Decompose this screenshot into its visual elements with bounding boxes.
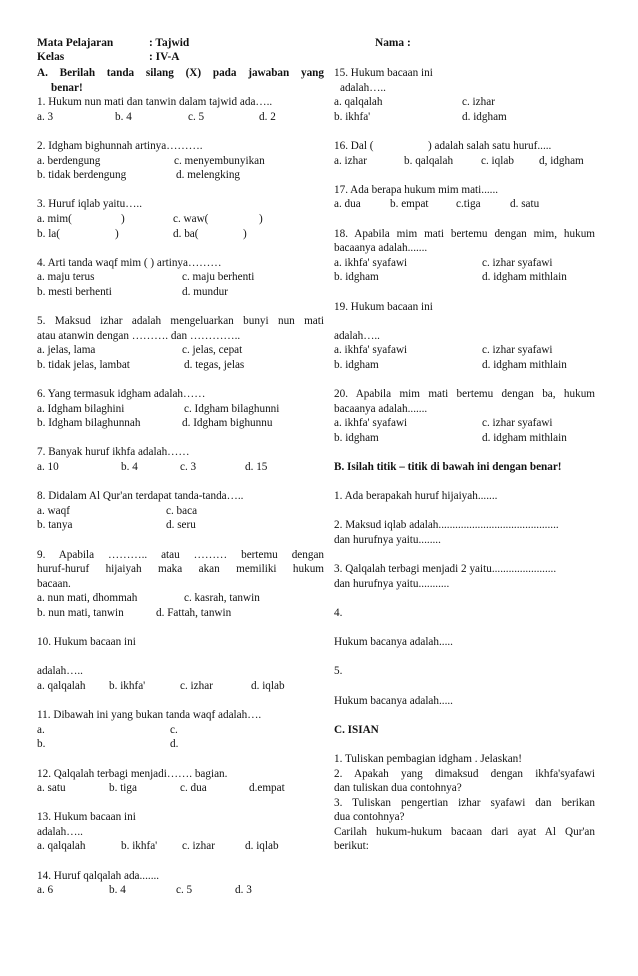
option: a. satu xyxy=(37,782,66,795)
option: c. izhar xyxy=(180,679,213,692)
subject-label: Mata Pelajaran xyxy=(37,37,114,49)
question-19: 19. Hukum bacaan ini xyxy=(334,300,433,313)
option: b. 4 xyxy=(121,461,138,474)
option: b. idgham xyxy=(334,358,379,371)
option: b. tidak berdengung xyxy=(37,169,127,182)
option: a. 10 xyxy=(37,461,59,474)
option: d. iqlab xyxy=(251,679,285,692)
option: a. dua xyxy=(334,198,361,211)
option: b. ikhfa' xyxy=(334,110,371,123)
option: d. xyxy=(170,738,179,751)
question-13-cont: adalah….. xyxy=(37,825,83,838)
fill-question-2: 2. Maksud iqlab adalah........................................... xyxy=(334,519,559,532)
option-close: ) xyxy=(115,227,119,240)
question-16: 16. Dal ( xyxy=(334,139,374,152)
option: d. tegas, jelas xyxy=(184,358,245,371)
option: a. qalqalah xyxy=(334,96,383,109)
option: c. dua xyxy=(180,782,207,795)
essay-question-4: Carilah hukum-hukum bacaan dari ayat Al Qur'an xyxy=(334,825,595,838)
option: c. waw( xyxy=(173,212,209,225)
option-close: ) xyxy=(121,212,125,225)
option: a. nun mati, dhommah xyxy=(37,592,138,605)
fill-question-3-cont: dan hurufnya yaitu........... xyxy=(334,577,450,590)
option: d. idgham mithlain xyxy=(482,431,567,444)
class-value: : IV-A xyxy=(149,51,180,63)
question-7: 7. Banyak huruf ikhfa adalah…… xyxy=(37,446,190,459)
option: d.empat xyxy=(249,782,285,795)
option: b. nun mati, tanwin xyxy=(37,606,124,619)
question-9: 9. Apabila ……….. atau ……… bertemu dengan xyxy=(37,548,324,561)
option: c. Idgham bilaghunni xyxy=(184,402,280,415)
option: d. Idgham bighunnu xyxy=(182,417,273,430)
option: c. baca xyxy=(166,504,198,517)
option: d. idgham mithlain xyxy=(482,271,567,284)
question-12: 12. Qalqalah terbagi menjadi……. bagian. xyxy=(37,767,228,780)
fill-question-5-cont: Hukum bacanya adalah..... xyxy=(334,694,453,707)
question-5: 5. Maksud izhar adalah mengeluarkan bunyi nun mati xyxy=(37,315,324,328)
option: a. 3 xyxy=(37,110,54,123)
option: a. ikhfa' syafawi xyxy=(334,417,408,430)
option: c. kasrah, tanwin xyxy=(184,592,260,605)
question-2: 2. Idgham bighunnah artinya………. xyxy=(37,139,203,152)
section-a-instruction-cont: benar! xyxy=(51,81,83,94)
option: a. 6 xyxy=(37,884,54,897)
subject-value: : Tajwid xyxy=(149,37,190,49)
section-b-instruction: B. Isilah titik – titik di bawah ini dengan benar! xyxy=(334,461,562,474)
question-15: 15. Hukum bacaan ini xyxy=(334,67,433,79)
option: b. mesti berhenti xyxy=(37,285,112,298)
option: c. xyxy=(170,723,178,736)
question-17: 17. Ada berapa hukum mim mati...... xyxy=(334,183,499,196)
option: d. seru xyxy=(166,519,196,532)
name-label: Nama : xyxy=(375,37,411,49)
option: a. mim( xyxy=(37,212,72,225)
option: a. qalqalah xyxy=(37,679,86,692)
section-a-instruction: A. Berilah tanda silang (X) pada jawaban yang xyxy=(37,67,324,79)
option: b. idgham xyxy=(334,271,379,284)
option: d. ba( xyxy=(173,227,199,240)
option: b. ikhfa' xyxy=(121,840,158,853)
option: a. waqf xyxy=(37,504,70,517)
question-11: 11. Dibawah ini yang bukan tanda waqf adalah…. xyxy=(37,709,262,722)
class-label: Kelas xyxy=(37,51,65,63)
question-3: 3. Huruf iqlab yaitu….. xyxy=(37,198,143,211)
essay-question-2-cont: dan tuliskan dua contohnya? xyxy=(334,782,462,795)
option: c. menyembunyikan xyxy=(174,154,265,167)
essay-question-4-cont: berikut: xyxy=(334,840,369,853)
fill-question-1: 1. Ada berapakah huruf hijaiyah....... xyxy=(334,490,498,503)
fill-question-4-cont: Hukum bacanya adalah..... xyxy=(334,636,453,649)
option: d. iqlab xyxy=(245,840,279,853)
option: a. ikhfa' syafawi xyxy=(334,256,408,269)
essay-question-3-cont: dua contohnya? xyxy=(334,811,405,824)
option: b. tidak jelas, lambat xyxy=(37,358,130,371)
option: b. empat xyxy=(390,198,429,211)
option: b. tiga xyxy=(109,782,137,795)
option-close: ) xyxy=(259,212,263,225)
fill-question-2-cont: dan hurufnya yaitu........ xyxy=(334,534,441,546)
option: a. berdengung xyxy=(37,154,101,167)
question-10-cont: adalah….. xyxy=(37,665,83,678)
fill-question-5: 5. xyxy=(334,665,343,678)
option: c. 5 xyxy=(176,884,193,897)
option: c. izhar syafawi xyxy=(482,256,553,269)
option: a. izhar xyxy=(334,154,367,167)
option: c. 5 xyxy=(188,110,205,123)
option: c. izhar syafawi xyxy=(482,344,553,357)
option: b. 4 xyxy=(115,110,132,123)
question-5-cont: atau atanwin dengan ………. dan ………….. xyxy=(37,329,241,342)
option: d. Fattah, tanwin xyxy=(156,606,232,619)
option: a. jelas, lama xyxy=(37,344,96,357)
option: c. jelas, cepat xyxy=(182,344,243,357)
option: b. qalqalah xyxy=(404,154,454,167)
option: c.tiga xyxy=(456,198,481,211)
essay-question-1: 1. Tuliskan pembagian idgham . Jelaskan! xyxy=(334,752,522,765)
option: b. Idgham bilaghunnah xyxy=(37,417,141,430)
question-13: 13. Hukum bacaan ini xyxy=(37,811,136,824)
option: a. Idgham bilaghini xyxy=(37,402,125,415)
question-1: 1. Hukum nun mati dan tanwin dalam tajwid ada….. xyxy=(37,96,273,109)
question-18-cont: bacaanya adalah....... xyxy=(334,242,428,255)
question-16-cont: ) adalah salah satu huruf..... xyxy=(428,139,552,152)
exam-header xyxy=(37,36,618,64)
option: d. idgham xyxy=(462,110,507,123)
question-20: 20. Apabila mim mati bertemu dengan ba, hukum xyxy=(334,388,595,401)
question-10: 10. Hukum bacaan ini xyxy=(37,636,136,649)
question-4: 4. Arti tanda waqf mim ( ) artinya……… xyxy=(37,256,222,269)
option: c. iqlab xyxy=(481,154,514,167)
question-15-cont: adalah….. xyxy=(340,81,386,94)
option: b. ikhfa' xyxy=(109,679,146,692)
essay-question-2: 2. Apakah yang dimaksud dengan ikhfa'syafawi xyxy=(334,767,595,780)
option: d. melengking xyxy=(176,169,241,182)
right-column xyxy=(334,66,595,854)
question-9-cont: huruf-huruf hijaiyah maka akan memiliki hukum xyxy=(37,563,324,576)
option: d. mundur xyxy=(182,285,228,298)
fill-question-4: 4. xyxy=(334,606,343,619)
question-6: 6. Yang termasuk idgham adalah…… xyxy=(37,388,206,401)
question-20-cont: bacaanya adalah....... xyxy=(334,402,428,415)
section-c-title: C. ISIAN xyxy=(334,723,379,736)
option: b. xyxy=(37,738,46,751)
option: d. idgham mithlain xyxy=(482,358,567,371)
option: a. ikhfa' syafawi xyxy=(334,344,408,357)
option: b. la( xyxy=(37,227,60,240)
question-18: 18. Apabila mim mati bertemu dengan mim, hukum xyxy=(334,227,595,240)
option: d, idgham xyxy=(539,154,584,167)
option: c. izhar xyxy=(462,96,495,109)
essay-question-3: 3. Tuliskan pengertian izhar syafawi dan berikan xyxy=(334,796,595,809)
option: c. izhar syafawi xyxy=(482,417,553,430)
option: c. maju berhenti xyxy=(182,271,255,284)
option: b. idgham xyxy=(334,431,379,444)
option: a. maju terus xyxy=(37,271,95,284)
option: a. qalqalah xyxy=(37,840,86,853)
option-close: ) xyxy=(243,227,247,240)
option: d. 2 xyxy=(259,110,276,123)
option: c. izhar xyxy=(182,840,215,853)
option: a. xyxy=(37,723,45,736)
left-column xyxy=(37,66,324,898)
fill-question-3: 3. Qalqalah terbagi menjadi 2 yaitu....................... xyxy=(334,563,557,576)
question-19-cont: adalah….. xyxy=(334,329,380,342)
option: d. satu xyxy=(510,198,540,211)
option: d. 15 xyxy=(245,461,268,474)
question-8: 8. Didalam Al Qur'an terdapat tanda-tanda….. xyxy=(37,490,244,503)
option: c. 3 xyxy=(180,461,197,474)
option: d. 3 xyxy=(235,884,252,897)
option: b. 4 xyxy=(109,884,126,897)
question-14: 14. Huruf qalqalah ada....... xyxy=(37,869,160,882)
question-9-end: bacaan. xyxy=(37,577,71,590)
option: b. tanya xyxy=(37,519,73,532)
